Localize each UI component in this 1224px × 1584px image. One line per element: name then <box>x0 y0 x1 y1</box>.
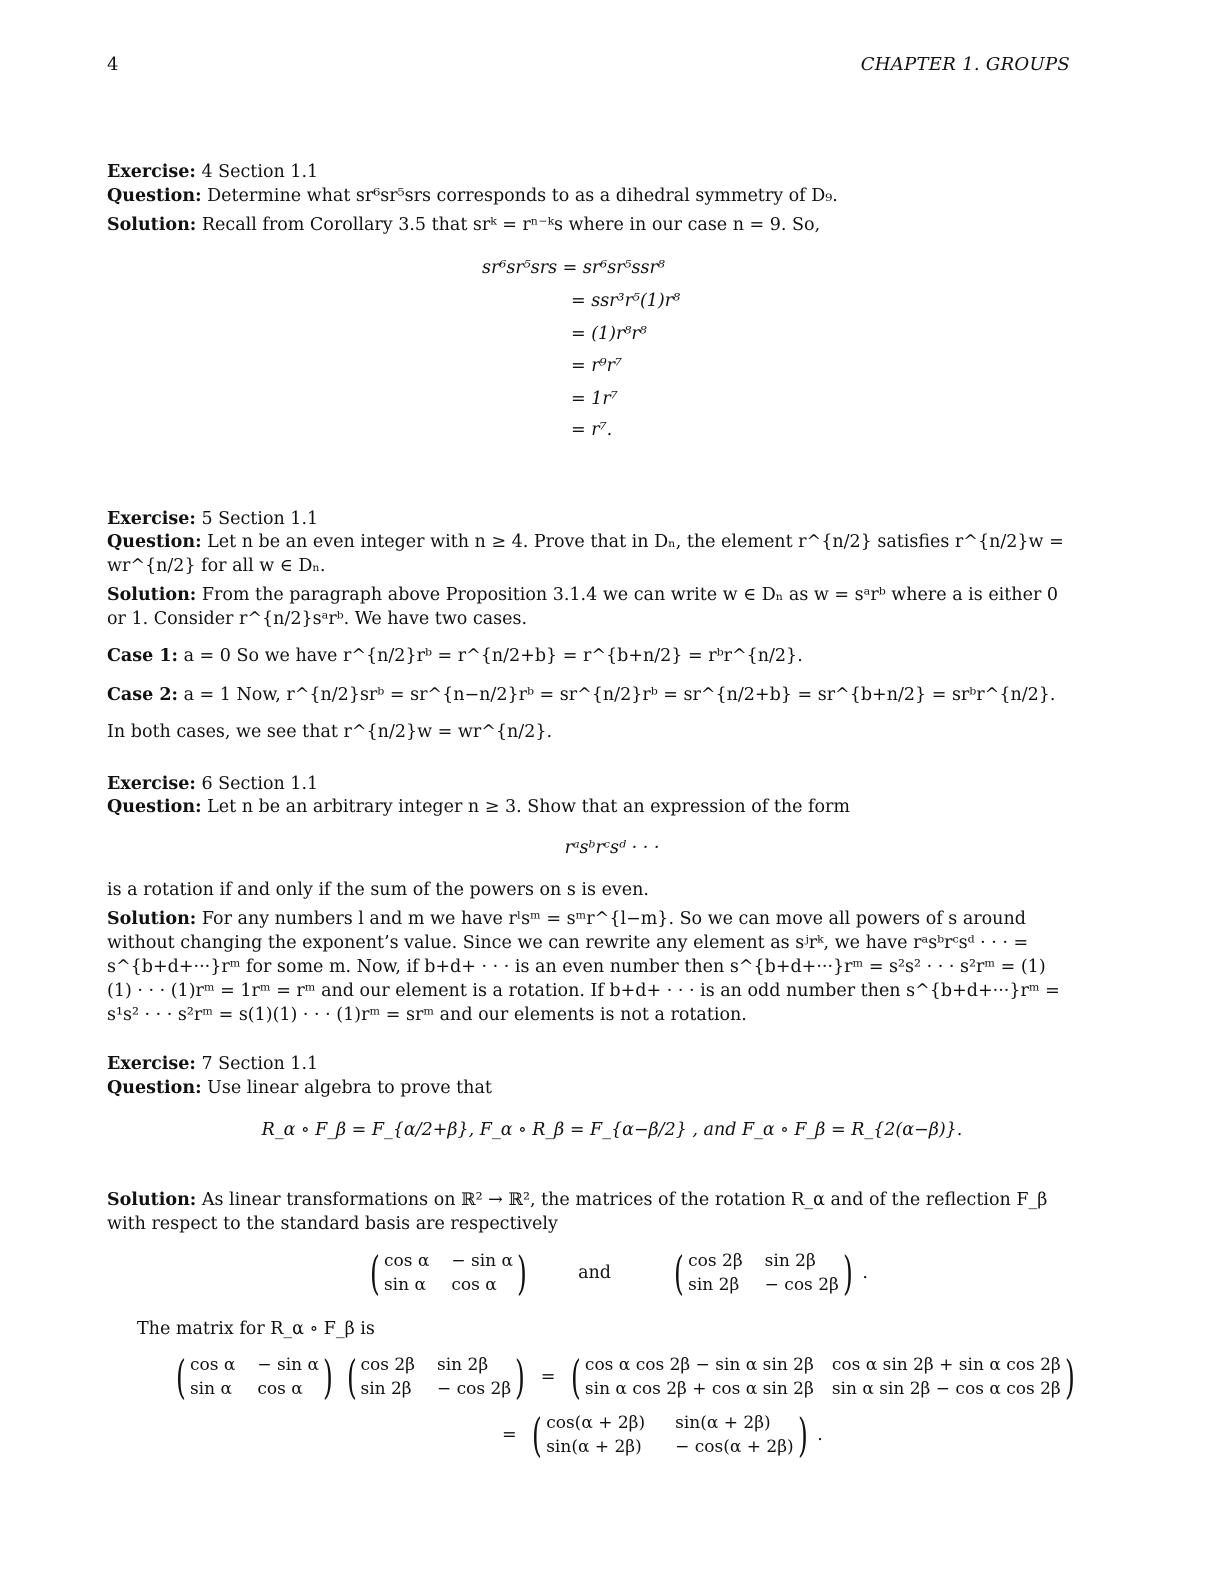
matrix-product-equation: ( cos α − sin α sin α cos α ) ( cos 2β sin 2β sin 2β − cos 2β ) = ( cos α cos 2β − sin α sin 2β cos α sin 2β + sin α cos 2β sin α cos 2β + cos α sin 2β sin α sin 2β − cos α cos 2β ) <box>172 1354 1079 1400</box>
and-word: and <box>578 1263 612 1283</box>
matrix-entry: sin(α + 2β) <box>675 1413 771 1433</box>
exercise-6-display-expression: rᵃsᵇrᶜsᵈ · · · <box>564 838 660 858</box>
exercise-label: Exercise: <box>107 162 196 182</box>
solution-text: As linear transformations on ℝ² → ℝ², the matrices of the rotation R_α and of the reflection F_β with respect to the standard basis are respectively <box>107 1190 1048 1234</box>
exercise-6-heading <box>107 772 1069 796</box>
running-header: CHAPTER 1. GROUPS <box>860 54 1070 75</box>
exercise-number: 4 Section 1.1 <box>201 162 319 182</box>
question-text: Let n be an arbitrary integer n ≥ 3. Show that an expression of the form <box>207 797 851 817</box>
matrix-final-equation: = ( cos(α + 2β) sin(α + 2β) sin(α + 2β) − cos(α + 2β) ) . <box>502 1408 823 1462</box>
exercise-4-solution <box>107 213 1069 237</box>
solution-label: Solution: <box>107 909 197 929</box>
question-text: Determine what sr⁶sr⁵srs corresponds to as a dihedral symmetry of D₉. <box>207 186 838 206</box>
exercise-5-case-2 <box>107 683 1069 707</box>
question-label: Question: <box>107 1078 202 1098</box>
question-text: Use linear algebra to prove that <box>207 1078 492 1098</box>
rotation-matrix: ( cos α − sin α sin α cos α ) <box>176 1350 333 1404</box>
exercise-6-question <box>107 795 1069 819</box>
matrix-entry: cos α cos 2β − sin α sin 2β <box>584 1355 814 1375</box>
derivation-step: sr⁶sr⁵srs = sr⁶sr⁵ssr⁸ <box>482 258 665 278</box>
matrix-entry: cos 2β <box>360 1355 415 1375</box>
solution-text: For any numbers l and m we have rˡsᵐ = sᵐr^{l−m}. So we can move all powers of s around without changing the exponent’s value. Since we can rewrite any element as sʲrᵏ, we have rᵃsᵇrᶜsᵈ · · · = s^{b+d+···}rᵐ for some m. Now, if b+d+ · · · is an even number then s^{b+d+···}rᵐ = s²s² · · · s²rᵐ = (1)(1) · · · (1)rᵐ = 1rᵐ = rᵐ and our element is a rotation. If b+d+ · · · is an odd number then s^{b+d+···}rᵐ = s¹s² · · · s²rᵐ = s(1)(1) · · · (1)rᵐ = srᵐ and our elements is not a rotation. <box>107 909 1060 1025</box>
exercise-number: 6 Section 1.1 <box>201 774 319 794</box>
matrix-entry: − cos 2β <box>764 1275 839 1295</box>
solution-text: From the paragraph above Proposition 3.1.4 we can write w ∈ Dₙ as w = sᵃrᵇ where a is either 0 or 1. Consider r^{n/2}sᵃrᵇ. We have two cases. <box>107 585 1059 629</box>
exercise-5-solution <box>107 583 1069 631</box>
matrix-entry: cos(α + 2β) <box>546 1413 646 1433</box>
matrix-entry: − cos(α + 2β) <box>675 1437 794 1457</box>
matrix-entry: cos α <box>257 1379 303 1399</box>
exercise-7-display-identities: R_α ∘ F_β = F_{α/2+β}, F_α ∘ R_β = F_{α−β/2} , and F_α ∘ F_β = R_{2(α−β)}. <box>261 1120 963 1140</box>
rotation-matrix: ( cos α − sin α sin α cos α ) <box>370 1246 527 1300</box>
matrix-entry: cos α sin 2β + sin α cos 2β <box>831 1355 1061 1375</box>
matrix-entry: cos 2β <box>688 1251 743 1271</box>
matrix-entry: sin α <box>189 1379 232 1399</box>
exercise-5-conclusion: In both cases, we see that r^{n/2}w = wr^{n/2}. <box>107 722 553 742</box>
matrix-entry: sin 2β <box>764 1251 816 1271</box>
exercise-5-heading <box>107 507 1069 531</box>
matrix-entry: cos α <box>383 1251 430 1271</box>
derivation-step: = (1)r⁸r⁸ <box>571 324 647 344</box>
result-matrix: ( cos(α + 2β) sin(α + 2β) sin(α + 2β) − cos(α + 2β) ) <box>532 1408 808 1462</box>
matrix-entry: sin(α + 2β) <box>546 1437 642 1457</box>
matrix-entry: sin 2β <box>437 1355 489 1375</box>
product-matrix: ( cos α cos 2β − sin α sin 2β cos α sin 2β + sin α cos 2β sin α cos 2β + cos α sin 2β sin α sin 2β − cos α cos 2β ) <box>571 1350 1075 1404</box>
matrix-for-text: The matrix for R_α ∘ F_β is <box>137 1319 375 1339</box>
matrix-entry: sin 2β <box>360 1379 412 1399</box>
question-label: Question: <box>107 532 202 552</box>
matrix-entry: cos α <box>189 1355 236 1375</box>
exercise-4-question <box>107 184 1069 208</box>
solution-label: Solution: <box>107 1190 197 1210</box>
derivation-step: = 1r⁷ <box>571 389 618 409</box>
solution-text: Recall from Corollary 3.5 that srᵏ = rⁿ⁻ᵏs where in our case n = 9. So, <box>201 215 821 235</box>
exercise-number: 5 Section 1.1 <box>201 509 319 529</box>
exercise-6-question-continued: is a rotation if and only if the sum of the powers on s is even. <box>107 880 649 900</box>
case-label: Case 2: <box>107 685 178 705</box>
matrix-entry: − sin α <box>257 1355 319 1375</box>
exercise-6-solution <box>107 907 1069 1027</box>
case-label: Case 1: <box>107 646 178 666</box>
derivation-step: = r⁷. <box>571 420 613 440</box>
exercise-label: Exercise: <box>107 1054 196 1074</box>
exercise-7-question <box>107 1076 1069 1100</box>
case-text: a = 0 So we have r^{n/2}rᵇ = r^{n/2+b} = r^{b+n/2} = rᵇr^{n/2}. <box>183 646 803 666</box>
exercise-7-heading <box>107 1052 1069 1076</box>
exercise-label: Exercise: <box>107 509 196 529</box>
exercise-label: Exercise: <box>107 774 196 794</box>
exercise-4-heading <box>107 160 1069 184</box>
reflection-matrix: ( cos 2β sin 2β sin 2β − cos 2β ) <box>346 1350 526 1404</box>
matrix-entry: sin α <box>383 1275 426 1295</box>
exercise-5-case-1 <box>107 644 1069 668</box>
matrix-entry: sin 2β <box>688 1275 740 1295</box>
solution-label: Solution: <box>107 215 197 235</box>
question-text: Let n be an even integer with n ≥ 4. Prove that in Dₙ, the element r^{n/2} satisfies r^{n/2}w = wr^{n/2} for all w ∈ Dₙ. <box>107 532 1064 576</box>
solution-label: Solution: <box>107 585 197 605</box>
derivation-step: = ssr³r⁵(1)r⁸ <box>571 291 681 311</box>
page-number: 4 <box>107 54 119 75</box>
matrix-entry: sin α cos 2β + cos α sin 2β <box>584 1379 814 1399</box>
exercise-7-solution <box>107 1188 1069 1236</box>
derivation-step: = r⁹r⁷ <box>571 356 622 376</box>
exercise-number: 7 Section 1.1 <box>201 1054 319 1074</box>
exercise-5-question <box>107 530 1069 578</box>
question-label: Question: <box>107 186 202 206</box>
case-text: a = 1 Now, r^{n/2}srᵇ = sr^{n−n/2}rᵇ = sr^{n/2}rᵇ = sr^{n/2+b} = sr^{b+n/2} = srᵇr^{n/2}. <box>183 685 1056 705</box>
matrix-entry: − sin α <box>451 1251 513 1271</box>
question-label: Question: <box>107 797 202 817</box>
matrix-entry: − cos 2β <box>437 1379 512 1399</box>
matrix-entry: cos α <box>451 1275 497 1295</box>
matrix-entry: sin α sin 2β − cos α cos 2β <box>831 1379 1061 1399</box>
reflection-matrix: ( cos 2β sin 2β sin 2β − cos 2β ) <box>674 1246 853 1300</box>
matrix-pair: ( cos α − sin α sin α cos α ) and ( cos 2β sin 2β sin 2β − cos 2β ) . <box>366 1250 868 1296</box>
